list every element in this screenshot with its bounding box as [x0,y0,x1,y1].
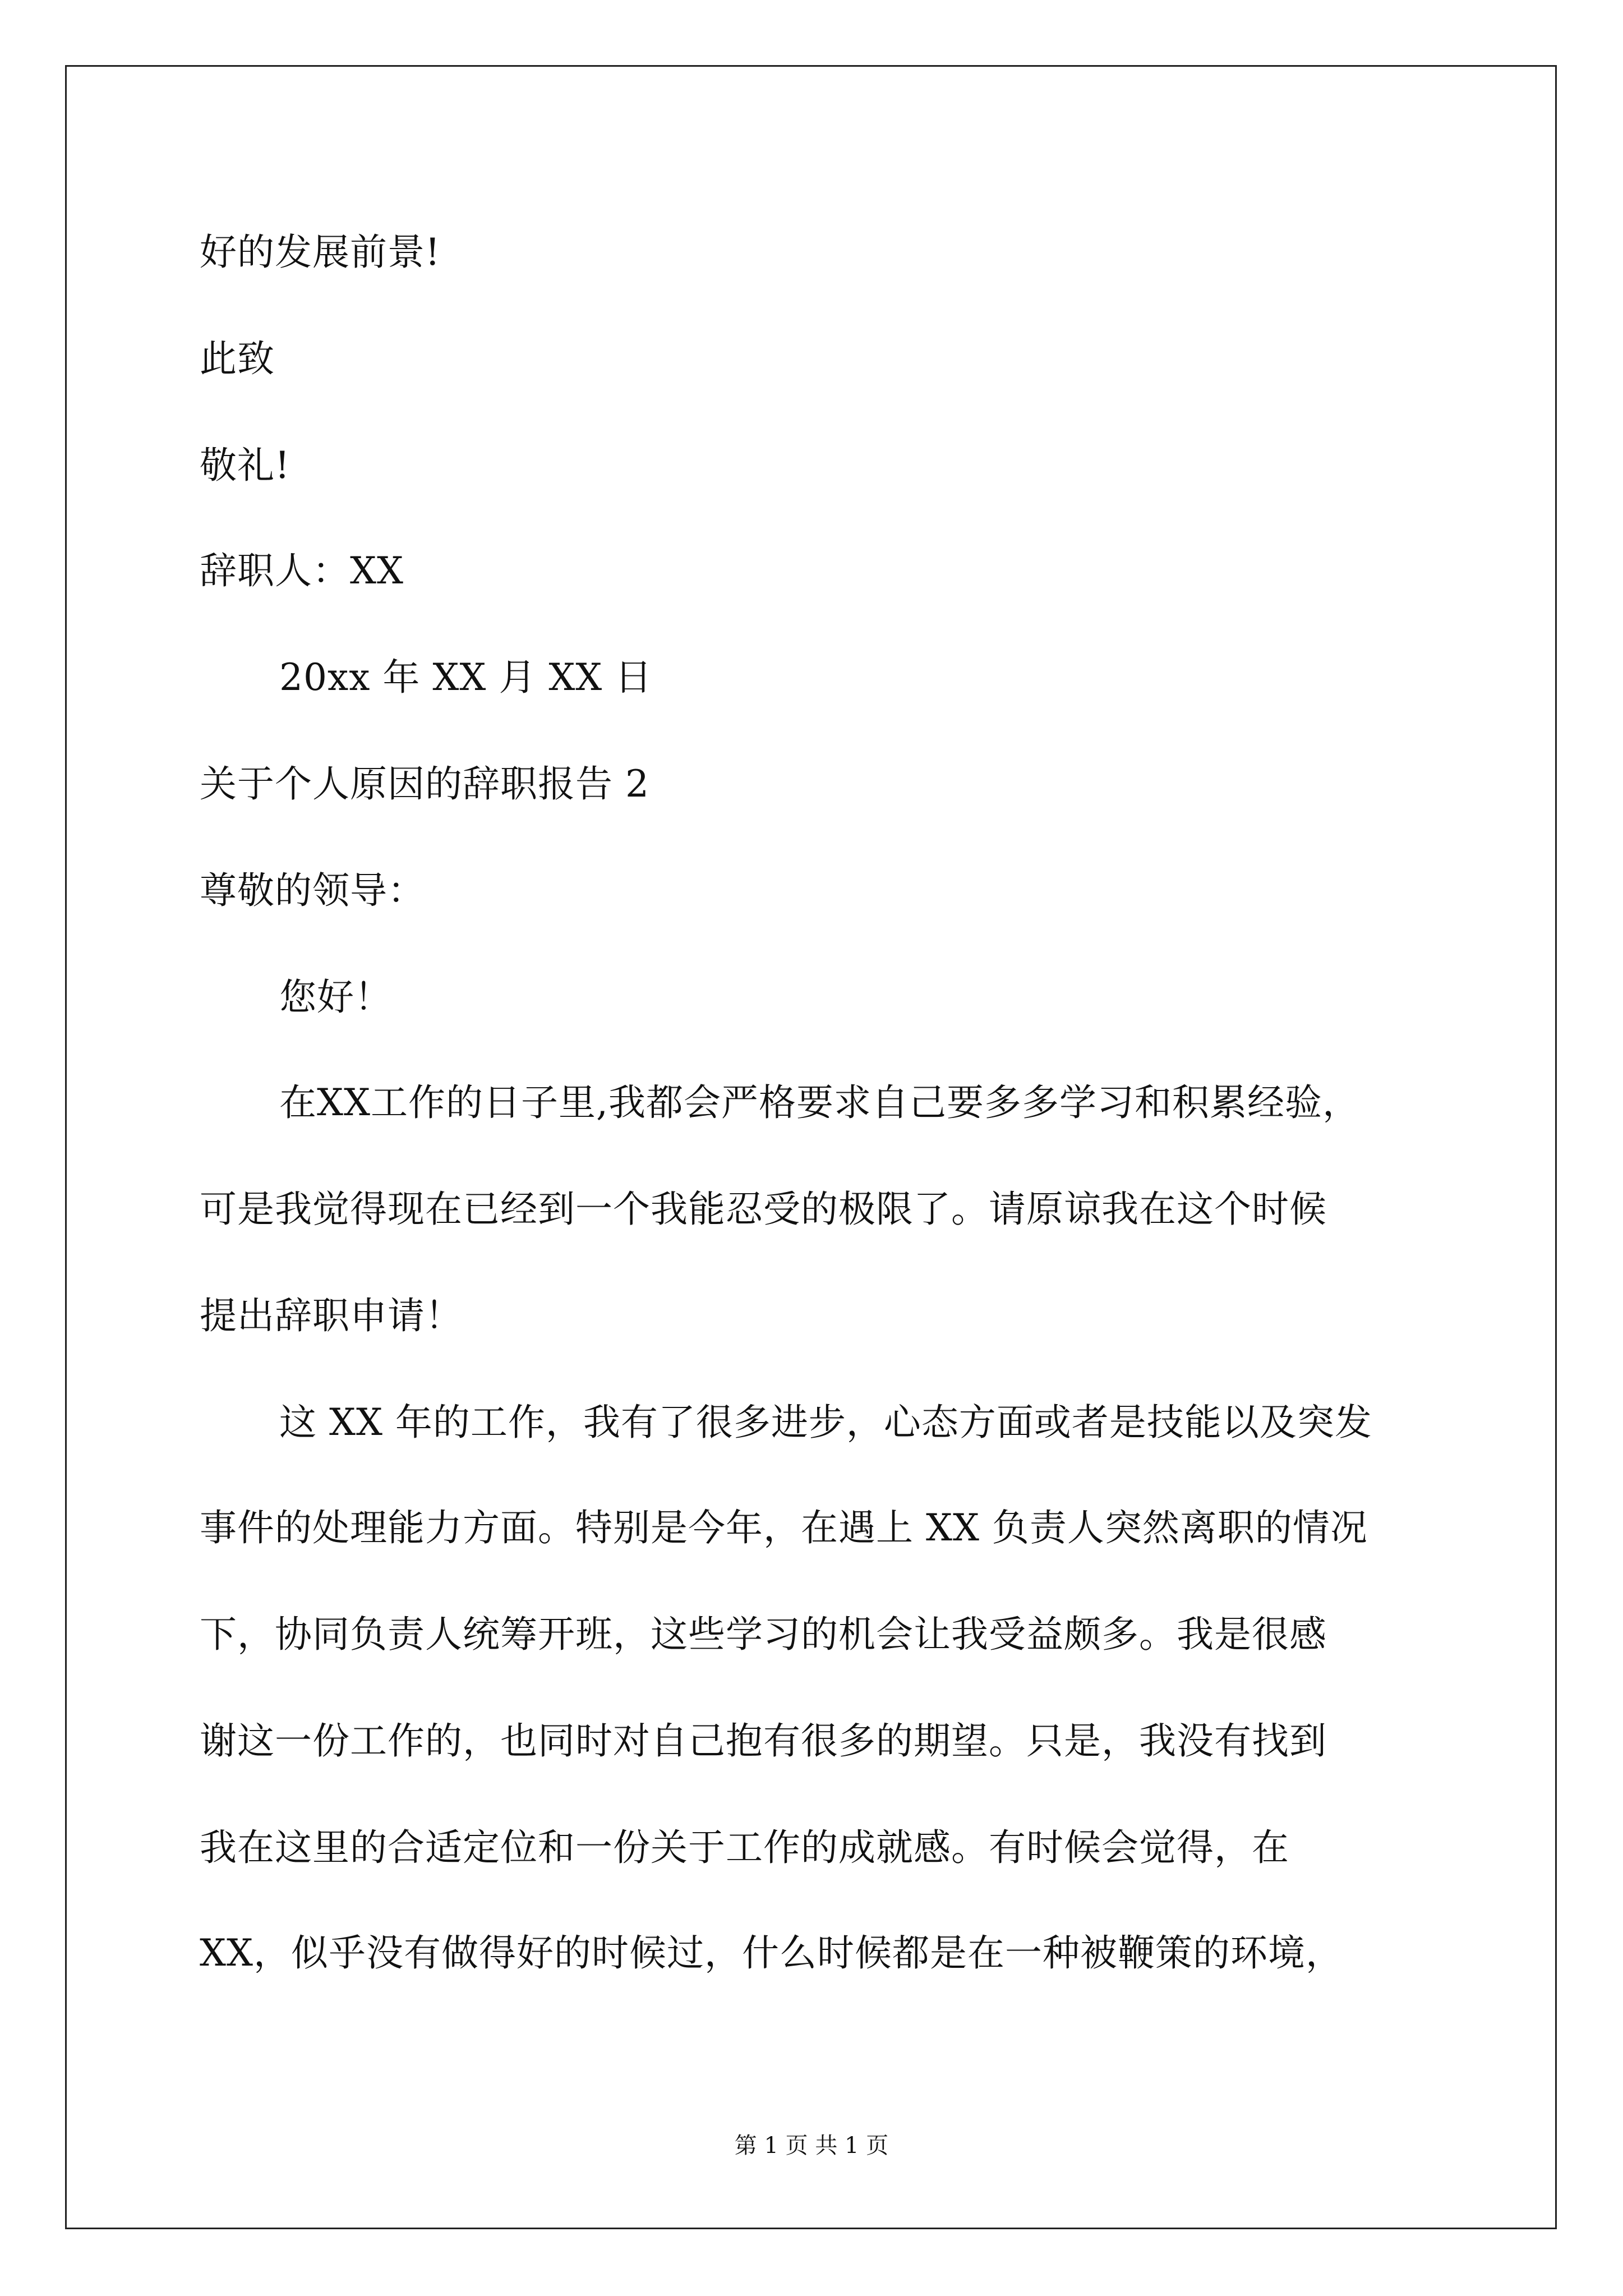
paragraph-line: 谢这一份工作的，也同时对自己抱有很多的期望。只是，我没有找到 [200,1719,1327,1763]
page-footer: 第 1 页 共 1 页 [734,2133,889,2159]
date-line: 20xx 年 XX 月 XX 日 [279,656,653,699]
closing-line: 好的发展前景! [200,231,441,274]
paragraph-line: 在XX工作的日子里,我都会严格要求自己要多多学习和积累经验， [279,1081,1360,1124]
hello-line: 您好！ [279,976,392,1019]
paragraph-line: 可是我觉得现在已经到一个我能忍受的极限了。请原谅我在这个时候 [200,1188,1327,1231]
salutation-jingli: 敬礼! [200,444,291,487]
paragraph-line: 提出辞职申请！ [200,1294,463,1337]
paragraph-line: 下，协同负责人统筹开班，这些学习的机会让我受益颇多。我是很感 [200,1613,1327,1656]
page-frame [65,65,1557,2229]
paragraph-line: 这 XX 年的工作，我有了很多进步，心态方面或者是技能以及突发 [279,1401,1372,1444]
salutation-cizhi: 此致 [200,337,275,380]
signature-line: 辞职人：XX [200,549,404,592]
greeting-line: 尊敬的领导： [200,869,425,912]
paragraph-line: 我在这里的合适定位和一份关于工作的成就感。有时候会觉得，在 [200,1826,1289,1869]
paragraph-line: XX，似乎没有做得好的时候过，什么时候都是在一种被鞭策的环境， [200,1931,1343,1975]
paragraph-line: 事件的处理能力方面。特别是今年，在遇上 XX 负责人突然离职的情况 [200,1506,1368,1549]
section-title: 关于个人原因的辞职报告 2 [200,762,649,806]
